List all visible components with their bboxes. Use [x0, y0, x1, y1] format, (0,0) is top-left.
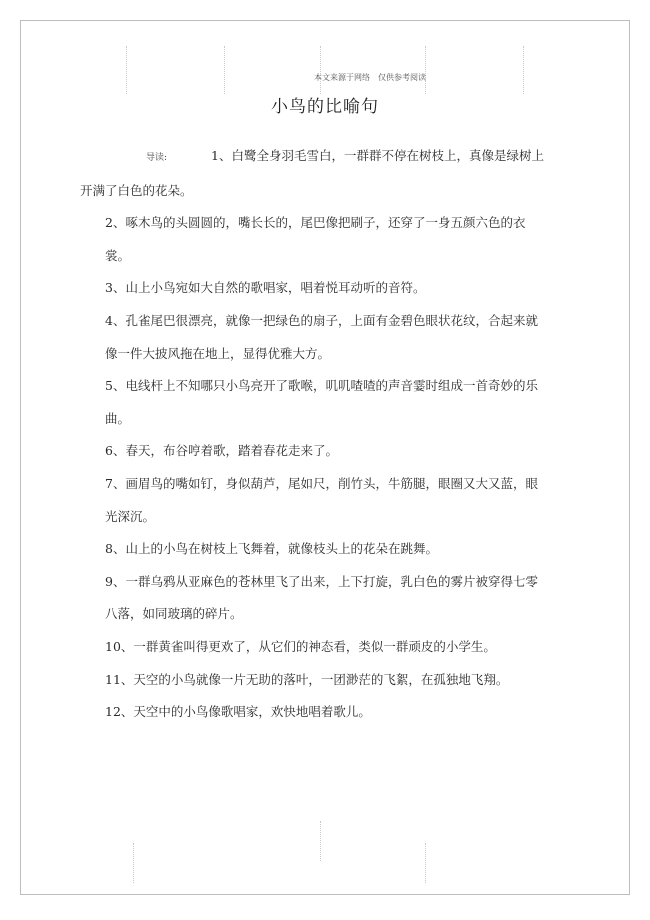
page-title: 小鸟的比喻句: [271, 97, 379, 117]
source-note: 本文来源于网络 仅供参考阅读: [314, 73, 426, 82]
list-item: 6、春天，布谷哼着歌，踏着春花走来了。: [105, 443, 338, 459]
guide-mark: [320, 46, 321, 94]
guide-mark: [425, 46, 426, 94]
list-item: 10、一群黄雀叫得更欢了，从它们的神态看，类似一群顽皮的小学生。: [105, 638, 496, 654]
guide-mark: [224, 46, 225, 94]
list-item: 8、山上的小鸟在树枝上飞舞着，就像枝头上的花朵在跳舞。: [105, 541, 438, 557]
list-item: 7、画眉鸟的嘴如钉，身似葫芦，尾如尺，削竹头，牛筋腿，眼圈又大又蓝，眼光深沉。: [105, 475, 538, 524]
item-text: 1、白鹭全身羽毛雪白，一群群不停在树枝上，真像是绿树上开满了白色的花朵。: [80, 148, 545, 198]
article-body: [80, 140, 545, 729]
list-item: 12、天空中的小鸟像歌唱家，欢快地唱着歌儿。: [105, 704, 371, 720]
list-item: 9、一群乌鸦从亚麻色的苍林里飞了出来，上下打旋，乳白色的雾片被穿得七零八落，如同玻璃的碎片。: [105, 573, 538, 622]
list-item: [80, 140, 545, 207]
list-item: 4、孔雀尾巴很漂亮，就像一把绿色的扇子，上面有金碧色眼状花纹，合起来就像一件大披风拖在地上，显得优雅大方。: [105, 312, 538, 361]
list-item: 3、山上小鸟宛如大自然的歌唱家，唱着悦耳动听的音符。: [105, 280, 426, 296]
list-item: 5、电线杆上不知哪只小鸟亮开了歌喉，叽叽喳喳的声音霎时组成一首奇妙的乐曲。: [105, 378, 538, 426]
guide-mark: [425, 843, 426, 883]
guide-mark: [126, 46, 127, 94]
guide-label: 导读:: [146, 153, 168, 163]
list-item: 2、啄木鸟的头圆圆的，嘴长长的，尾巴像把刷子，还穿了一身五颜六色的衣裳。: [105, 215, 526, 263]
guide-mark: [523, 46, 524, 94]
list-item: 11、天空的小鸟就像一片无助的落叶，一团渺茫的飞絮，在孤独地飞翔。: [105, 671, 509, 687]
guide-mark: [133, 843, 134, 883]
guide-mark: [320, 821, 321, 861]
